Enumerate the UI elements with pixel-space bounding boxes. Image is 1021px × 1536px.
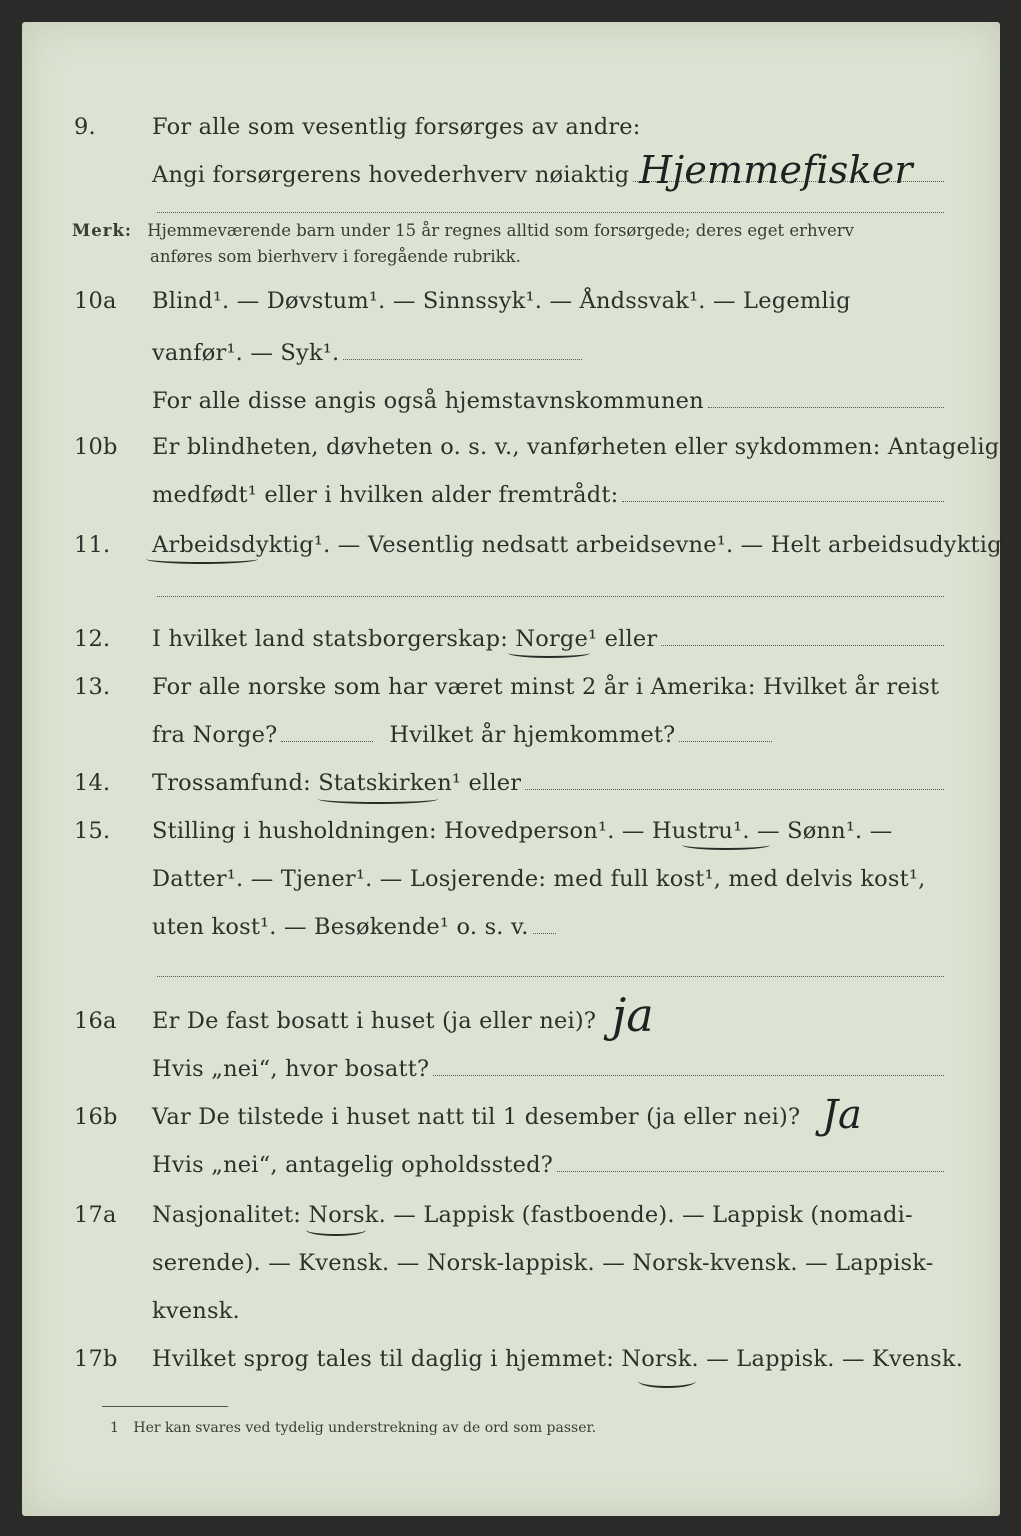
note-text: Hjemmeværende barn under 15 år regnes alltid som forsørgede; deres eget erhverv [147,221,854,240]
question-text: uten kost¹. — Besøkende¹ o. s. v. [152,914,529,940]
note-label: Merk: [72,221,132,240]
question-number: 15. [74,818,111,844]
question-14 [74,770,944,796]
question-10a-line2 [94,340,582,366]
handwritten-answer: Ja [822,1092,862,1138]
question-number: 10b [74,434,118,460]
question-text: medfødt¹ eller i hvilken alder fremtrådt: [152,482,619,508]
question-text: Hvis „nei“, antagelig opholdssted? [152,1152,554,1178]
handwritten-underline [306,1224,366,1236]
answer-line [533,933,556,934]
question-13-line2 [94,722,772,748]
question-text: Hvilket sprog tales til daglig i hjemmet: Norsk. — Lappisk. — Kvensk. [152,1346,964,1372]
question-17a [74,1202,944,1228]
question-text: Trossamfund: Statskirken¹ eller [152,770,522,796]
question-number: 14. [74,770,111,796]
question-17a-line3 [94,1298,944,1324]
question-16a-line2 [94,1056,944,1082]
question-17a-line2 [94,1250,944,1276]
question-10b [74,434,1000,460]
handwritten-underline [682,840,770,850]
question-text: Hvis „nei“, hvor bosatt? [152,1056,430,1082]
question-10a [74,288,944,314]
question-15-line2 [94,866,944,892]
merk-note [72,218,960,270]
question-number: 11. [74,532,111,558]
handwritten-answer: Hjemmefisker [639,148,913,192]
question-text: For alle norske som har været minst 2 år i Amerika: Hvilket år reist [152,674,940,700]
question-number: 16b [74,1104,118,1130]
question-text: For alle som vesentlig forsørges av andre: [152,114,641,140]
census-form-page [22,22,1019,1516]
question-text: Angi forsørgerens hovederhverv nøiaktig [152,162,630,188]
question-number: 17b [74,1346,118,1372]
handwritten-underline [146,554,258,564]
question-number: 9. [74,114,96,140]
question-17b [74,1346,964,1372]
question-16b [74,1104,820,1130]
footnote-mark: 1 [110,1420,119,1436]
question-text: Datter¹. — Tjener¹. — Losjerende: med full kost¹, med delvis kost¹, [152,866,926,892]
question-13 [74,674,944,700]
answer-line [343,359,582,360]
question-15-line3 [94,914,556,940]
question-text: kvensk. [152,1298,240,1324]
question-text: I hvilket land statsborgerskap: Norge¹ eller [152,626,658,652]
question-16b-line2 [94,1152,944,1178]
answer-line [157,596,944,597]
question-text: Hvilket år hjemkommet? [389,722,676,748]
answer-line [708,407,944,408]
question-10b-line2 [94,482,944,508]
question-text: serende). — Kvensk. — Norsk-lappisk. — Norsk-kvensk. — Lappisk- [152,1250,934,1276]
answer-line [622,501,944,502]
question-9 [74,114,944,140]
footnote-rule [102,1406,228,1407]
handwritten-underline [508,648,590,658]
answer-line [157,212,944,213]
answer-line [157,976,944,977]
question-10a-line3 [94,388,944,414]
question-text: Var De tilstede i huset natt til 1 desember (ja eller nei)? [152,1104,801,1130]
answer-line [679,741,772,742]
question-number: 13. [74,674,111,700]
question-9-line2 [94,148,944,192]
question-number: 10a [74,288,117,314]
answer-line [281,741,373,742]
question-text: Nasjonalitet: Norsk. — Lappisk (fastboende). — Lappisk (nomadi- [152,1202,913,1228]
handwritten-answer: ja [612,988,654,1042]
answer-line [525,789,944,790]
question-number: 12. [74,626,111,652]
question-number: 16a [74,1008,117,1034]
handwritten-underline [638,1374,696,1388]
question-number: 17a [74,1202,117,1228]
answer-line [661,645,944,646]
footnote-text: Her kan svares ved tydelig understrekning av de ord som passer. [133,1420,597,1436]
footnote [110,1420,596,1436]
question-text: Arbeidsdyktig¹. — Vesentlig nedsatt arbeidsevne¹. — Helt arbeidsudyktig¹. [152,532,1019,558]
question-text: Er blindheten, døvheten o. s. v., vanførheten eller sykdommen: Antagelig [152,434,1000,460]
question-text: Er De fast bosatt i huset (ja eller nei)? [152,1008,597,1034]
question-16a [74,1008,597,1034]
question-15 [74,818,944,844]
question-text: Stilling i husholdningen: Hovedperson¹. — Hustru¹. — Sønn¹. — [152,818,893,844]
answer-line [433,1075,944,1076]
question-text: Blind¹. — Døvstum¹. — Sinnssyk¹. — Åndssvak¹. — Legemlig [152,288,851,314]
question-12 [74,626,944,652]
question-text: fra Norge? [152,722,278,748]
question-text: vanfør¹. — Syk¹. [152,340,340,366]
question-text: For alle disse angis også hjemstavnskommunen [152,388,704,414]
answer-line [557,1171,944,1172]
handwritten-underline [318,794,438,804]
note-text: anføres som bierhverv i foregående rubrikk. [150,247,521,266]
